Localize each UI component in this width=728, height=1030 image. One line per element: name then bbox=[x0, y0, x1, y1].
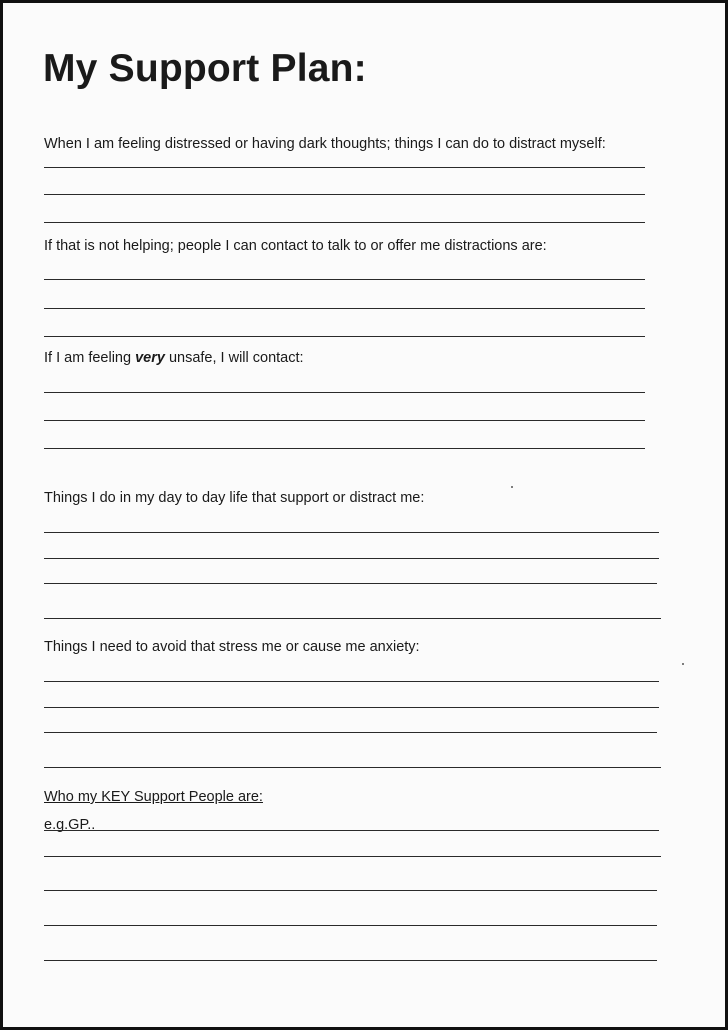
section-6-answer-line-1[interactable] bbox=[44, 830, 659, 831]
section-1-answer-line-3[interactable] bbox=[44, 222, 645, 223]
section-5-answer-line-4[interactable] bbox=[44, 767, 661, 768]
scan-speck bbox=[511, 486, 513, 488]
section-2-answer-line-3[interactable] bbox=[44, 336, 645, 337]
section-4-answer-line-4[interactable] bbox=[44, 618, 661, 619]
section-2-answer-line-1[interactable] bbox=[44, 279, 645, 280]
scan-speck bbox=[682, 663, 684, 665]
section-3-prompt-start: If I am feeling bbox=[44, 350, 136, 366]
section-4-answer-line-1[interactable] bbox=[44, 532, 659, 533]
section-6-answer-line-5[interactable] bbox=[44, 960, 657, 961]
section-2-answer-line-2[interactable] bbox=[44, 308, 645, 309]
section-1-prompt: When I am feeling distressed or having dark thoughts; things I can do to distract myself: bbox=[44, 136, 606, 152]
section-1-answer-line-2[interactable] bbox=[44, 194, 645, 195]
section-5-prompt: Things I need to avoid that stress me or cause me anxiety: bbox=[44, 639, 420, 655]
section-3-prompt-end: unsafe, I will contact: bbox=[164, 350, 304, 366]
section-3-answer-line-2[interactable] bbox=[44, 420, 645, 421]
section-1-answer-line-1[interactable] bbox=[44, 167, 645, 168]
section-6-example: e.g.GP.. bbox=[44, 817, 96, 833]
section-5-answer-line-3[interactable] bbox=[44, 732, 657, 733]
section-4-prompt: Things I do in my day to day life that support or distract me: bbox=[44, 490, 425, 506]
section-3-answer-line-3[interactable] bbox=[44, 448, 645, 449]
section-6-answer-line-2[interactable] bbox=[44, 856, 661, 857]
section-4-answer-line-3[interactable] bbox=[44, 583, 657, 584]
section-2-prompt: If that is not helping; people I can contact to talk to or offer me distractions are: bbox=[44, 238, 547, 254]
section-4-answer-line-2[interactable] bbox=[44, 558, 659, 559]
page-title: My Support Plan: bbox=[43, 47, 367, 90]
section-5-answer-line-2[interactable] bbox=[44, 707, 659, 708]
section-5-answer-line-1[interactable] bbox=[44, 681, 659, 682]
section-3-answer-line-1[interactable] bbox=[44, 392, 645, 393]
section-6-answer-line-4[interactable] bbox=[44, 925, 657, 926]
section-6-prompt: Who my KEY Support People are: bbox=[44, 789, 263, 805]
section-3-prompt bbox=[44, 350, 304, 366]
section-6-answer-line-3[interactable] bbox=[44, 890, 657, 891]
section-3-prompt-emphasis: very bbox=[135, 350, 165, 366]
